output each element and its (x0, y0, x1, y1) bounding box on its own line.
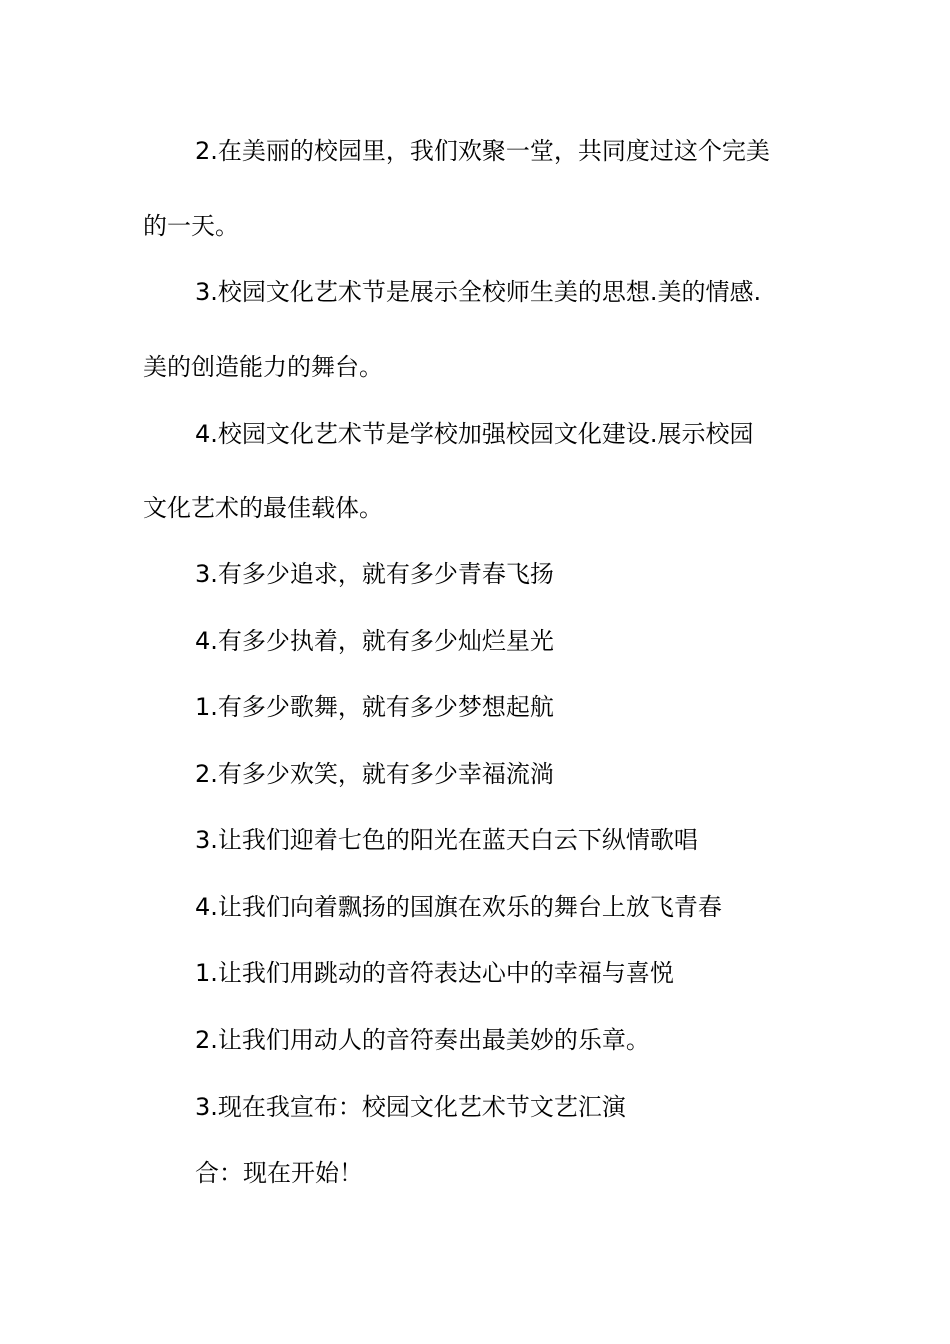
paragraph-line: 3.现在我宣布：校园文化艺术节文艺汇演 (195, 1093, 626, 1121)
paragraph-line: 4.让我们向着飘扬的国旗在欢乐的舞台上放飞青春 (195, 893, 722, 921)
paragraph-line: 2.在美丽的校园里，我们欢聚一堂，共同度过这个完美 (195, 137, 770, 165)
paragraph-line: 1.让我们用跳动的音符表达心中的幸福与喜悦 (195, 959, 674, 987)
paragraph-line: 文化艺术的最佳载体。 (143, 494, 383, 522)
paragraph-line: 合：现在开始！ (195, 1159, 363, 1187)
paragraph-line: 3.校园文化艺术节是展示全校师生美的思想.美的情感. (195, 278, 762, 306)
paragraph-line: 4.有多少执着，就有多少灿烂星光 (195, 627, 554, 655)
paragraph-line: 3.让我们迎着七色的阳光在蓝天白云下纵情歌唱 (195, 826, 698, 854)
paragraph-line: 3.有多少追求，就有多少青春飞扬 (195, 560, 554, 588)
paragraph-line: 1.有多少歌舞，就有多少梦想起航 (195, 693, 554, 721)
paragraph-line: 的一天。 (143, 212, 239, 240)
paragraph-line: 2.有多少欢笑，就有多少幸福流淌 (195, 760, 554, 788)
paragraph-line: 4.校园文化艺术节是学校加强校园文化建设.展示校园 (195, 420, 754, 448)
paragraph-line: 美的创造能力的舞台。 (143, 353, 383, 381)
paragraph-line: 2.让我们用动人的音符奏出最美妙的乐章。 (195, 1026, 650, 1054)
